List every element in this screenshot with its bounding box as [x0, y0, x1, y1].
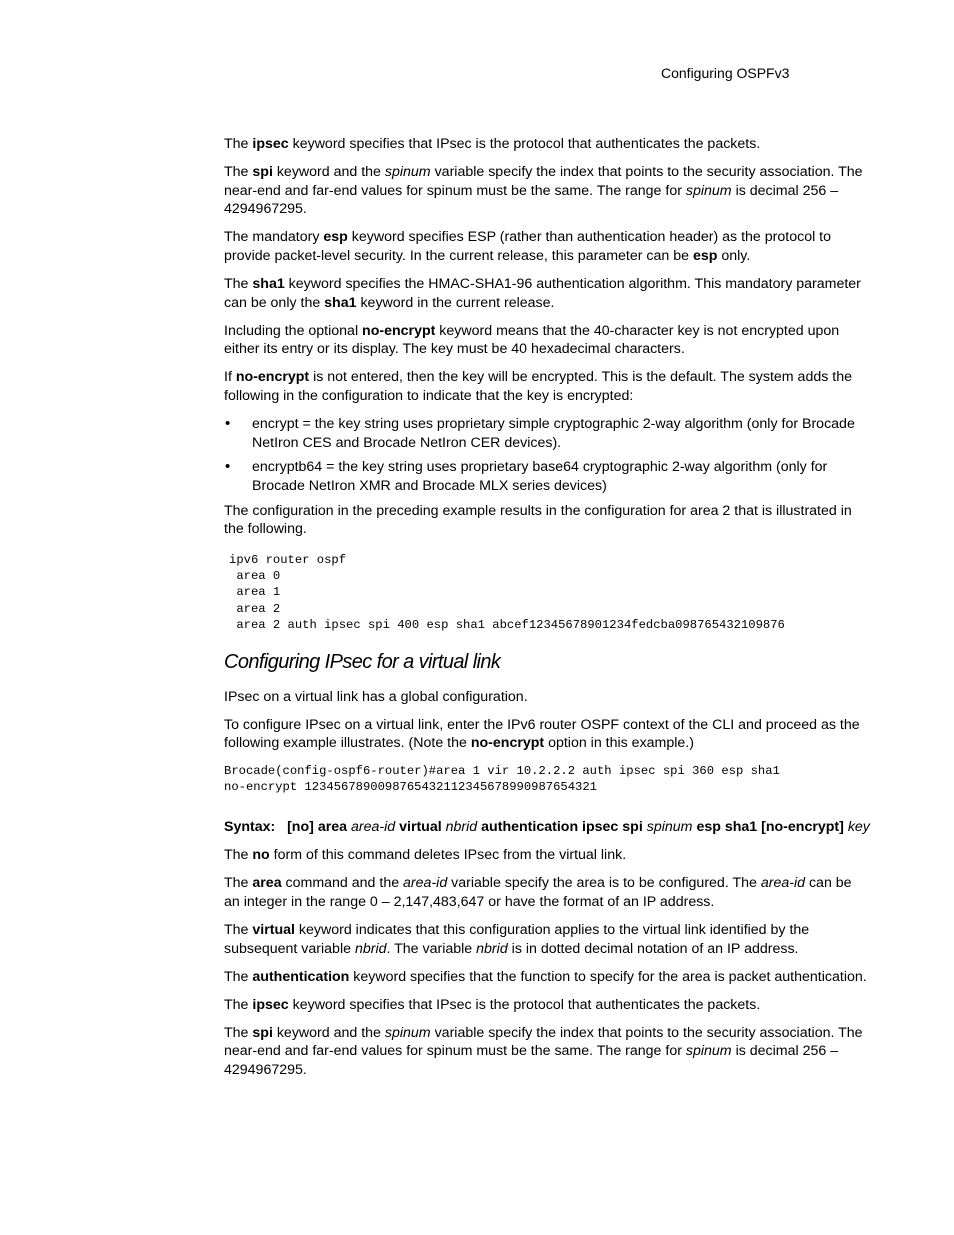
paragraph-config-result: The configuration in the preceding example results in the configuration for area 2 that is illustrated in the following. [224, 502, 852, 538]
section-heading: Configuring IPsec for a virtual link [224, 651, 501, 674]
paragraph-default-encrypt: If no-encrypt is not entered, then the key will be encrypted. This is the default. The system adds the following in the configuration to indicate that the key is encrypted: [224, 369, 852, 405]
paragraph-authentication: The authentication keyword specifies that the function to specify for the area is packet authentication. [224, 968, 867, 985]
paragraph-no-encrypt: Including the optional no-encrypt keyword means that the 40-character key is not encrypted upon either its entry or its display. The key must be 40 hexadecimal characters. [224, 322, 840, 358]
paragraph-sha1: The sha1 keyword specifies the HMAC-SHA1-96 authentication algorithm. This mandatory parameter can be only the sha1 keyword in the current release. [224, 276, 861, 311]
keyword: ipsec [252, 136, 289, 152]
list-item: • encrypt = the key string uses proprietary simple cryptographic 2-way algorithm (only for Brocade NetIron CES and Brocade NetIron CER devices). [224, 415, 870, 452]
paragraph-esp: The mandatory esp keyword specifies ESP (rather than authentication header) as the protocol to provide packet-level security. In the current release, this parameter can be esp only. [224, 229, 832, 264]
list-item: • encryptb64 = the key string uses proprietary base64 cryptographic 2-way algorithm (only for Brocade NetIron XMR and Brocade MLX series devices) [224, 458, 870, 495]
page-header: Configuring OSPFv3 [661, 65, 790, 81]
paragraph-spi: The spi keyword and the spinum variable specify the index that points to the security association. The near-end and far-end values for spinum must be the same. The range for spinum is decimal 256 – 4294967295. [224, 164, 863, 218]
syntax-line: Syntax: [no] area area-id virtual nbrid authentication ipsec spi spinum esp sha1 [no-encrypt] key [224, 819, 870, 836]
document-body [224, 135, 870, 1089]
paragraph-area: The area command and the area-id variable specify the area is to be configured. The area-id can be an integer in the range 0 – 2,147,483,647 or have the format of an IP address. [224, 875, 852, 910]
paragraph-virtual: The virtual keyword indicates that this configuration applies to the virtual link identified by the subsequent variable nbrid. The variable nbrid is in dotted decimal notation of an IP address. [224, 922, 810, 957]
encrypt-options-list [224, 415, 870, 495]
paragraph-configure-instructions: To configure IPsec on a virtual link, enter the IPv6 router OSPF context of the CLI and proceed as the following example illustrates. (Note the no-encrypt option in this example.) [224, 716, 860, 752]
paragraph-spi-2: The spi keyword and the spinum variable specify the index that points to the security association. The near-end and far-end values for spinum must be the same. The range for spinum is decimal 256 – 4294967295. [224, 1024, 863, 1079]
paragraph-ipsec-2: The ipsec keyword specifies that IPsec is the protocol that authenticates the packets. [224, 996, 761, 1013]
keyword: spi [252, 164, 273, 181]
code-block-virtual-link: Brocade(config-ospf6-router)#area 1 vir 10.2.2.2 auth ipsec spi 360 esp sha1 no-encrypt 1234567890098765432112345678990987654321 [224, 763, 780, 794]
paragraph-ipsec: The ipsec keyword specifies that IPsec is the protocol that authenticates the packets. [224, 136, 761, 152]
paragraph-no-form: The no form of this command deletes IPsec from the virtual link. [224, 847, 627, 864]
paragraph-global-config: IPsec on a virtual link has a global configuration. [224, 688, 528, 705]
code-block-ospf-config: ipv6 router ospf area 0 area 1 area 2 area 2 auth ipsec spi 400 esp sha1 abcef12345678901234fedcba098765432109876 [229, 552, 785, 632]
